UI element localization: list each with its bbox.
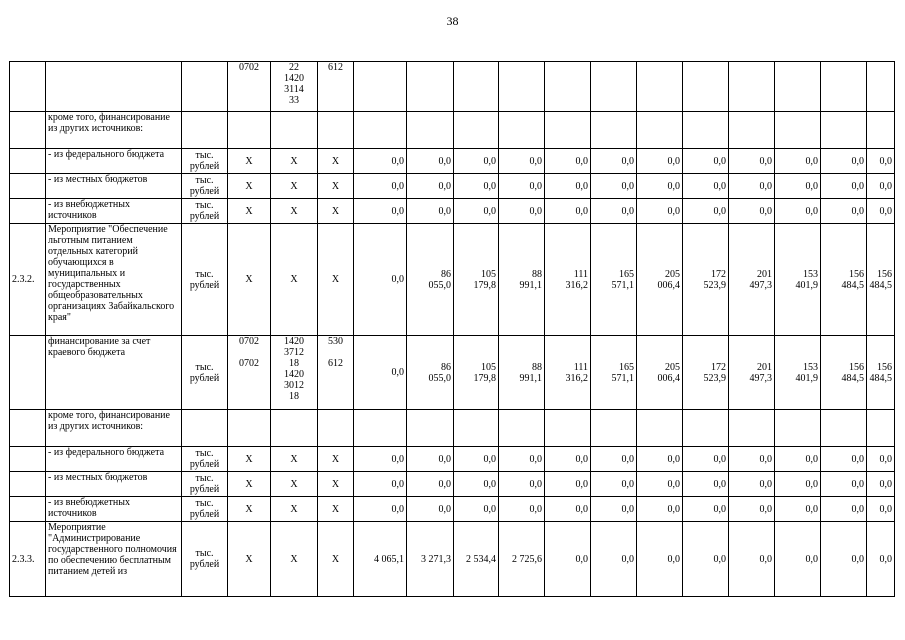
value-cell: 0,0 — [354, 149, 407, 174]
value-cell: 0,0 — [545, 522, 591, 597]
value-cell: 0,0 — [545, 174, 591, 199]
value-cell: 172 523,9 — [683, 336, 729, 410]
value-cell: 201 497,3 — [729, 224, 775, 336]
value-cell: 105 179,8 — [454, 336, 499, 410]
table-row — [10, 62, 895, 112]
value-cell — [454, 62, 499, 112]
value-cell: 0,0 — [729, 149, 775, 174]
value-cell — [683, 62, 729, 112]
value-cell — [775, 410, 821, 447]
value-cell: 0,0 — [545, 497, 591, 522]
code-section-cell: X — [228, 199, 271, 224]
code-type-cell: X — [318, 522, 354, 597]
item-number-cell: 2.3.2. — [10, 224, 46, 336]
value-cell: 0,0 — [545, 472, 591, 497]
unit-cell: тыс. рублей — [182, 336, 228, 410]
code-type-cell: X — [318, 199, 354, 224]
value-cell: 0,0 — [499, 497, 545, 522]
value-cell — [821, 410, 867, 447]
value-cell: 0,0 — [637, 149, 683, 174]
value-cell — [545, 410, 591, 447]
item-number-cell — [10, 336, 46, 410]
code-target-cell: X — [271, 447, 318, 472]
code-section-cell: X — [228, 174, 271, 199]
table-row — [10, 174, 895, 199]
value-cell: 0,0 — [637, 199, 683, 224]
code-section-cell: 0702 — [228, 62, 271, 112]
value-cell: 0,0 — [729, 497, 775, 522]
value-cell: 0,0 — [407, 149, 454, 174]
value-cell: 0,0 — [867, 149, 895, 174]
value-cell: 153 401,9 — [775, 336, 821, 410]
value-cell: 0,0 — [499, 174, 545, 199]
value-cell: 0,0 — [867, 497, 895, 522]
value-cell — [867, 410, 895, 447]
value-cell: 172 523,9 — [683, 224, 729, 336]
value-cell: 0,0 — [729, 472, 775, 497]
value-cell — [407, 62, 454, 112]
table-row — [10, 447, 895, 472]
value-cell: 111 316,2 — [545, 336, 591, 410]
value-cell — [407, 112, 454, 149]
item-number-cell — [10, 447, 46, 472]
code-target-cell: X — [271, 522, 318, 597]
code-target-cell — [271, 112, 318, 149]
value-cell: 0,0 — [683, 174, 729, 199]
value-cell: 0,0 — [821, 497, 867, 522]
value-cell: 0,0 — [407, 174, 454, 199]
unit-cell: тыс. рублей — [182, 224, 228, 336]
value-cell: 86 055,0 — [407, 224, 454, 336]
item-name-cell: Мероприятие "Администрирование государственного полномочия по обеспечению бесплатным питанием детей из — [46, 522, 182, 597]
unit-cell — [182, 112, 228, 149]
value-cell: 165 571,1 — [591, 224, 637, 336]
value-cell: 0,0 — [407, 497, 454, 522]
value-cell: 0,0 — [591, 199, 637, 224]
value-cell: 0,0 — [454, 149, 499, 174]
unit-cell: тыс. рублей — [182, 447, 228, 472]
value-cell: 156 484,5 — [821, 336, 867, 410]
code-section-cell: X — [228, 472, 271, 497]
value-cell: 156 484,5 — [867, 224, 895, 336]
code-target-cell: X — [271, 174, 318, 199]
table-row — [10, 149, 895, 174]
code-type-cell — [318, 410, 354, 447]
item-number-cell — [10, 112, 46, 149]
value-cell: 0,0 — [591, 447, 637, 472]
value-cell — [683, 112, 729, 149]
measure-row — [10, 522, 895, 597]
value-cell: 0,0 — [683, 447, 729, 472]
value-cell: 0,0 — [867, 174, 895, 199]
value-cell: 0,0 — [454, 447, 499, 472]
value-cell — [354, 62, 407, 112]
value-cell: 0,0 — [683, 149, 729, 174]
table-row — [10, 199, 895, 224]
code-type-cell: X — [318, 447, 354, 472]
page-number: 38 — [446, 14, 459, 28]
code-target-cell: X — [271, 472, 318, 497]
value-cell: 0,0 — [821, 522, 867, 597]
code-type-cell: X — [318, 174, 354, 199]
item-name-cell: - из федерального бюджета — [46, 447, 182, 472]
value-cell: 0,0 — [354, 199, 407, 224]
value-cell: 0,0 — [354, 447, 407, 472]
value-cell: 0,0 — [545, 447, 591, 472]
item-name-cell: кроме того, финансирование из других источников: — [46, 410, 182, 447]
value-cell: 0,0 — [591, 174, 637, 199]
code-section-cell — [228, 410, 271, 447]
value-cell: 0,0 — [637, 447, 683, 472]
value-cell: 0,0 — [729, 447, 775, 472]
value-cell: 0,0 — [637, 472, 683, 497]
value-cell: 0,0 — [867, 522, 895, 597]
value-cell — [637, 410, 683, 447]
value-cell: 86 055,0 — [407, 336, 454, 410]
value-cell: 0,0 — [775, 447, 821, 472]
code-type-cell: X — [318, 472, 354, 497]
measure-row — [10, 224, 895, 336]
item-name-cell: финансирование за счет краевого бюджета — [46, 336, 182, 410]
item-name-cell — [46, 62, 182, 112]
value-cell: 0,0 — [775, 472, 821, 497]
value-cell: 0,0 — [775, 149, 821, 174]
value-cell: 0,0 — [637, 174, 683, 199]
code-type-cell: X — [318, 224, 354, 336]
value-cell — [821, 62, 867, 112]
value-cell — [591, 410, 637, 447]
value-cell: 0,0 — [354, 174, 407, 199]
code-section-cell: X — [228, 447, 271, 472]
value-cell: 0,0 — [591, 522, 637, 597]
value-cell — [354, 410, 407, 447]
value-cell: 3 271,3 — [407, 522, 454, 597]
value-cell: 0,0 — [454, 472, 499, 497]
code-target-cell: 22 1420 3114 33 — [271, 62, 318, 112]
value-cell — [499, 112, 545, 149]
item-number-cell — [10, 149, 46, 174]
code-section-cell — [228, 112, 271, 149]
value-cell — [407, 410, 454, 447]
value-cell: 0,0 — [499, 472, 545, 497]
unit-cell: тыс. рублей — [182, 497, 228, 522]
value-cell: 205 006,4 — [637, 336, 683, 410]
value-cell: 0,0 — [637, 497, 683, 522]
unit-cell: тыс. рублей — [182, 199, 228, 224]
item-name-cell: - из внебюджетных источников — [46, 497, 182, 522]
value-cell: 111 316,2 — [545, 224, 591, 336]
code-type-cell: 612 — [318, 62, 354, 112]
code-type-cell: X — [318, 149, 354, 174]
value-cell: 165 571,1 — [591, 336, 637, 410]
value-cell — [775, 62, 821, 112]
value-cell: 156 484,5 — [867, 336, 895, 410]
code-section-cell: X — [228, 497, 271, 522]
value-cell: 0,0 — [729, 522, 775, 597]
value-cell: 0,0 — [821, 174, 867, 199]
value-cell — [591, 112, 637, 149]
value-cell — [729, 410, 775, 447]
value-cell — [729, 62, 775, 112]
table-row — [10, 336, 895, 410]
value-cell: 88 991,1 — [499, 336, 545, 410]
value-cell — [637, 62, 683, 112]
code-target-cell: X — [271, 497, 318, 522]
value-cell: 0,0 — [499, 447, 545, 472]
value-cell: 0,0 — [683, 522, 729, 597]
item-number-cell — [10, 497, 46, 522]
value-cell: 0,0 — [407, 199, 454, 224]
value-cell: 0,0 — [775, 497, 821, 522]
code-target-cell: X — [271, 149, 318, 174]
value-cell — [354, 112, 407, 149]
value-cell: 0,0 — [775, 522, 821, 597]
value-cell: 0,0 — [821, 149, 867, 174]
unit-cell: тыс. рублей — [182, 472, 228, 497]
value-cell: 0,0 — [729, 174, 775, 199]
value-cell: 0,0 — [454, 174, 499, 199]
value-cell — [867, 112, 895, 149]
item-name-cell: - из федерального бюджета — [46, 149, 182, 174]
code-target-cell — [271, 410, 318, 447]
value-cell — [775, 112, 821, 149]
value-cell: 0,0 — [591, 497, 637, 522]
value-cell: 0,0 — [545, 149, 591, 174]
value-cell: 0,0 — [591, 472, 637, 497]
value-cell: 0,0 — [354, 497, 407, 522]
value-cell: 0,0 — [821, 472, 867, 497]
code-section-cell: X — [228, 224, 271, 336]
item-name-cell: - из местных бюджетов — [46, 174, 182, 199]
value-cell — [454, 112, 499, 149]
value-cell: 0,0 — [683, 472, 729, 497]
value-cell — [499, 62, 545, 112]
table-row — [10, 497, 895, 522]
value-cell: 0,0 — [591, 149, 637, 174]
value-cell: 153 401,9 — [775, 224, 821, 336]
budget-table — [9, 61, 895, 597]
item-number-cell — [10, 472, 46, 497]
value-cell: 0,0 — [454, 199, 499, 224]
value-cell — [454, 410, 499, 447]
value-cell: 105 179,8 — [454, 224, 499, 336]
item-name-cell: кроме того, финансирование из других источников: — [46, 112, 182, 149]
value-cell: 2 725,6 — [499, 522, 545, 597]
value-cell — [821, 112, 867, 149]
value-cell: 0,0 — [545, 199, 591, 224]
value-cell: 0,0 — [354, 224, 407, 336]
code-target-cell: 1420 3712 18 1420 3012 18 — [271, 336, 318, 410]
code-section-cell: 0702 0702 — [228, 336, 271, 410]
value-cell: 0,0 — [867, 472, 895, 497]
value-cell — [729, 112, 775, 149]
value-cell — [545, 112, 591, 149]
value-cell: 205 006,4 — [637, 224, 683, 336]
value-cell: 0,0 — [821, 199, 867, 224]
value-cell: 0,0 — [354, 472, 407, 497]
value-cell — [545, 62, 591, 112]
code-section-cell: X — [228, 149, 271, 174]
value-cell — [499, 410, 545, 447]
value-cell: 156 484,5 — [821, 224, 867, 336]
item-name-cell: - из внебюджетных источников — [46, 199, 182, 224]
code-target-cell: X — [271, 224, 318, 336]
code-target-cell: X — [271, 199, 318, 224]
value-cell — [591, 62, 637, 112]
unit-cell: тыс. рублей — [182, 522, 228, 597]
value-cell — [867, 62, 895, 112]
value-cell — [683, 410, 729, 447]
value-cell: 0,0 — [775, 174, 821, 199]
item-number-cell — [10, 174, 46, 199]
value-cell: 0,0 — [683, 199, 729, 224]
value-cell: 0,0 — [637, 522, 683, 597]
value-cell: 0,0 — [867, 447, 895, 472]
value-cell: 0,0 — [354, 336, 407, 410]
item-name-cell: - из местных бюджетов — [46, 472, 182, 497]
value-cell: 0,0 — [499, 149, 545, 174]
code-type-cell — [318, 112, 354, 149]
table-row — [10, 112, 895, 149]
unit-cell: тыс. рублей — [182, 174, 228, 199]
value-cell: 0,0 — [683, 497, 729, 522]
code-type-cell: 530 612 — [318, 336, 354, 410]
value-cell: 201 497,3 — [729, 336, 775, 410]
table-row — [10, 410, 895, 447]
value-cell: 2 534,4 — [454, 522, 499, 597]
value-cell: 0,0 — [729, 199, 775, 224]
value-cell: 4 065,1 — [354, 522, 407, 597]
value-cell: 0,0 — [867, 199, 895, 224]
value-cell: 0,0 — [454, 497, 499, 522]
item-name-cell: Мероприятие "Обеспечение льготным питанием отдельных категорий обучающихся в муниципальных и государственных общеобразовательных организациях Забайкальского края" — [46, 224, 182, 336]
value-cell: 0,0 — [499, 199, 545, 224]
item-number-cell — [10, 199, 46, 224]
item-number-cell: 2.3.3. — [10, 522, 46, 597]
value-cell — [637, 112, 683, 149]
value-cell: 0,0 — [775, 199, 821, 224]
unit-cell — [182, 410, 228, 447]
value-cell: 0,0 — [821, 447, 867, 472]
code-section-cell: X — [228, 522, 271, 597]
item-number-cell — [10, 410, 46, 447]
table-row — [10, 472, 895, 497]
code-type-cell: X — [318, 497, 354, 522]
item-number-cell — [10, 62, 46, 112]
unit-cell — [182, 62, 228, 112]
value-cell: 0,0 — [407, 472, 454, 497]
unit-cell: тыс. рублей — [182, 149, 228, 174]
value-cell: 88 991,1 — [499, 224, 545, 336]
value-cell: 0,0 — [407, 447, 454, 472]
